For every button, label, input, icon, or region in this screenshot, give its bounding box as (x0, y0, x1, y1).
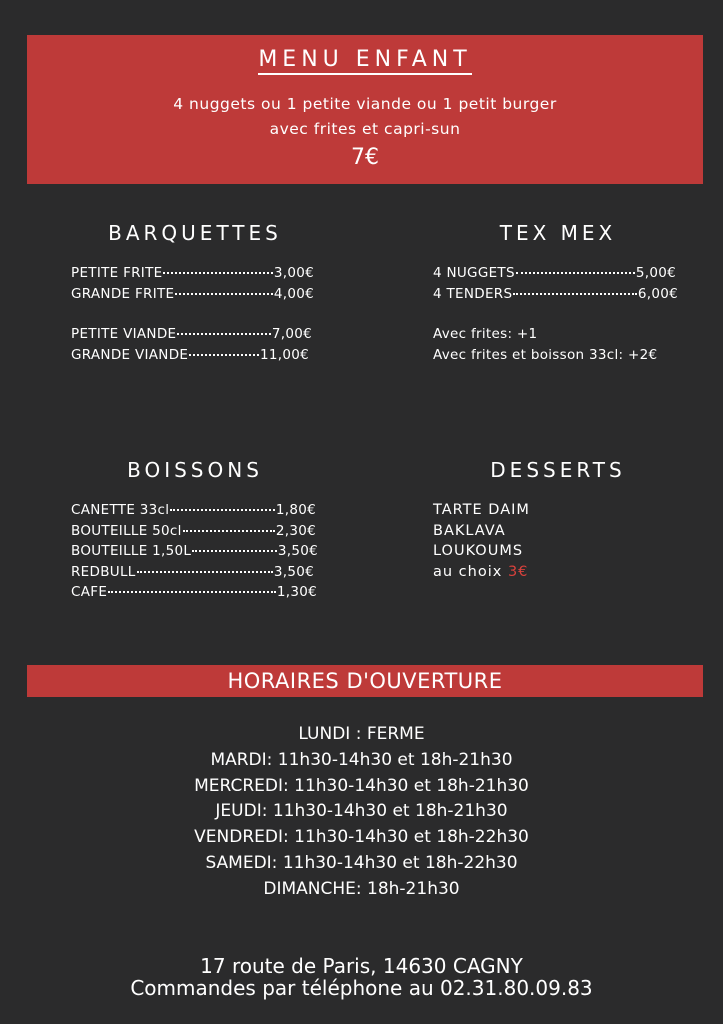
hours-day: LUNDI : FERME (298, 724, 425, 744)
desserts-choice-label: au choix (433, 563, 503, 580)
barquettes-list (71, 265, 314, 367)
desserts-choice (433, 564, 530, 585)
opening-hours-title: HORAIRES D'OUVERTURE (27, 665, 703, 697)
dot-leader (108, 590, 276, 593)
hours-day: JEUDI: 11h30-14h30 et 18h-21h30 (215, 801, 508, 822)
desserts-choice-price: 3€ (507, 563, 529, 580)
hours-day: MERCREDI: 11h30-14h30 et 18h-21h30 (194, 775, 529, 796)
kids-menu-line-1: 4 nuggets ou 1 petite viande ou 1 petit burger (173, 95, 557, 113)
desserts-title: DESSERTS (490, 458, 626, 482)
list-item: BAKLAVA (433, 522, 506, 539)
tex-mex-title: TEX MEX (499, 221, 617, 245)
hours-day: VENDREDI: 11h30-14h30 et 18h-22h30 (194, 827, 529, 848)
list-item: TARTE DAIM (433, 502, 530, 518)
hours-day: MARDI: 11h30-14h30 et 18h-21h30 (210, 749, 513, 770)
list-item: CAFE 1,30€ (71, 584, 317, 600)
boissons-title: BOISSONS (127, 458, 263, 482)
phone-line: Commandes par téléphone au 02.31.80.09.83 (130, 976, 593, 1000)
footer (0, 955, 723, 999)
list-item: BOUTEILLE 50cl 2,30€ (71, 522, 316, 539)
dot-leader (189, 353, 259, 356)
dot-leader (177, 332, 271, 335)
kids-menu-price: 7€ (351, 145, 379, 170)
list-item: BOUTEILLE 1,50L 3,50€ (71, 543, 318, 559)
dot-leader (183, 529, 275, 532)
list-item: LOUKOUMS (433, 543, 524, 559)
dot-leader (175, 292, 272, 295)
tex-mex-note: Avec frites et boisson 33cl: +2€ (433, 346, 658, 363)
list-item: REDBULL 3,50€ (71, 563, 314, 580)
list-item: 4 TENDERS 6,00€ (433, 285, 678, 302)
list-item: PETITE VIANDE 7,00€ (71, 326, 312, 342)
list-item: 4 NUGGETS 5,00€ (433, 265, 676, 281)
hours-day: DIMANCHE: 18h-21h30 (263, 878, 460, 899)
tex-mex-list (433, 265, 678, 367)
hours-day: SAMEDI: 11h30-14h30 et 18h-22h30 (205, 852, 518, 873)
kids-menu-title: MENU ENFANT (27, 47, 703, 72)
list-item: GRANDE FRITE 4,00€ (71, 285, 314, 302)
desserts-list (433, 502, 530, 584)
list-item: CANETTE 33cl 1,80€ (71, 502, 316, 518)
address: 17 route de Paris, 14630 CAGNY (200, 954, 523, 978)
dot-leader (516, 271, 635, 274)
dot-leader (163, 271, 272, 274)
list-item: PETITE FRITE 3,00€ (71, 265, 314, 281)
boissons-list (71, 502, 318, 605)
barquettes-title: BARQUETTES (108, 221, 282, 245)
dot-leader (513, 292, 637, 295)
dot-leader (192, 549, 277, 552)
kids-menu-banner (27, 35, 703, 184)
kids-menu-line-2: avec frites et capri-sun (269, 120, 461, 138)
list-item: GRANDE VIANDE 11,00€ (71, 346, 309, 363)
dot-leader (137, 570, 273, 573)
dot-leader (170, 508, 275, 511)
opening-hours-list (0, 722, 723, 903)
tex-mex-note: Avec frites: +1 (433, 326, 538, 342)
